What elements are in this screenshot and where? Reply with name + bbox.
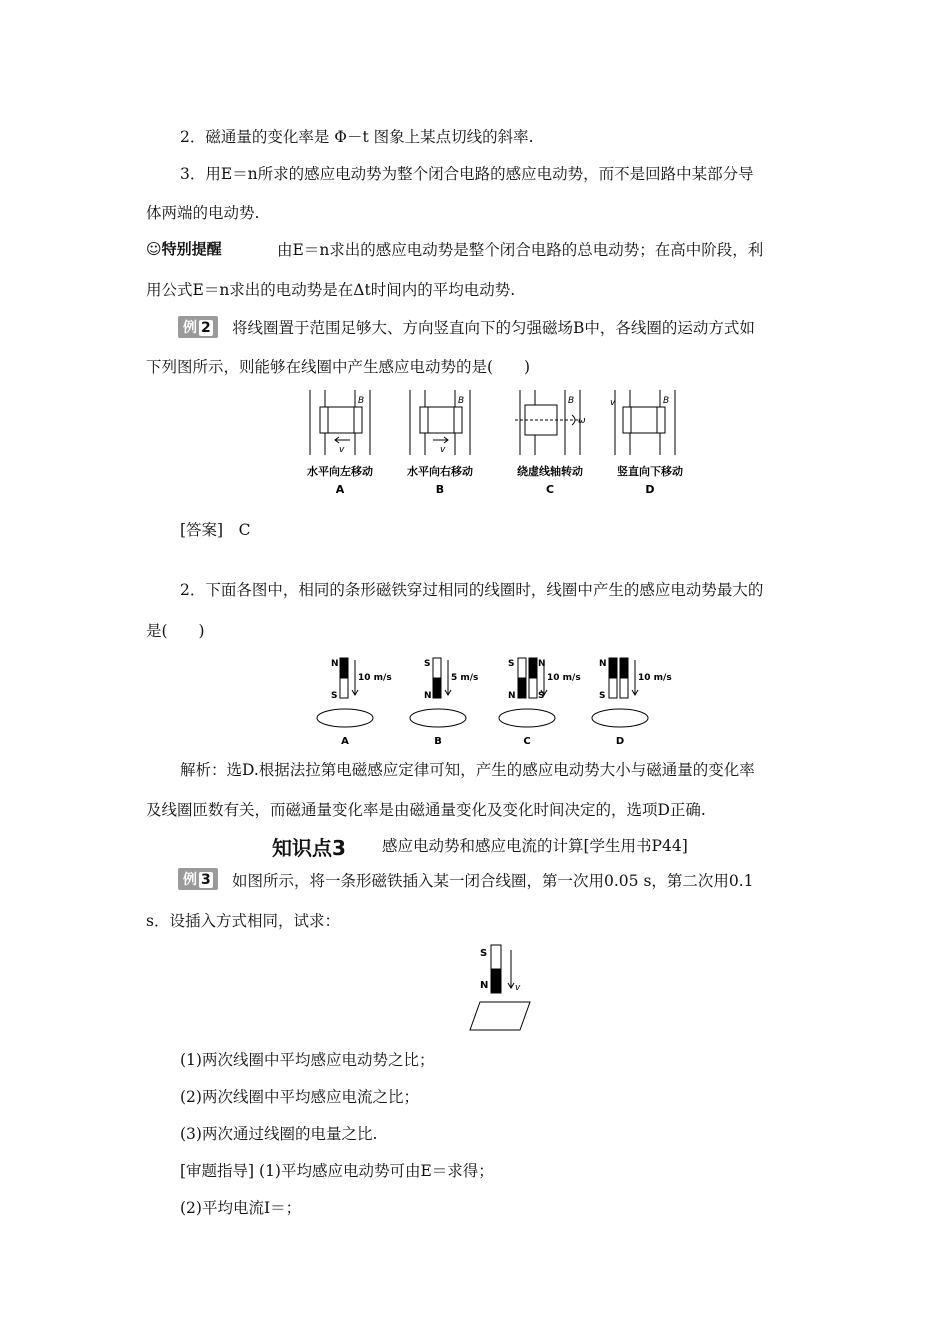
svg-text:ω: ω: [578, 416, 586, 426]
svg-text:A: A: [335, 483, 345, 496]
figure-magnet-insert: [450, 940, 540, 1040]
svg-text:C: C: [545, 483, 555, 496]
svg-text:N: N: [480, 980, 489, 991]
knowledge-point-title: 知识点3: [272, 836, 346, 860]
question-2-text-1: 2．下面各图中，相同的条形磁铁穿过相同的线圈时，线圈中产生的感应电动势最大的: [180, 581, 764, 599]
line-emf-1: 3．用E＝n所求的感应电动势为整个闭合电路的感应电动势，而不是回路中某部分导: [180, 165, 754, 183]
svg-text:10 m/s: 10 m/s: [358, 673, 392, 683]
svg-text:v: v: [610, 398, 616, 408]
svg-text:S: S: [508, 659, 515, 669]
example-2-answer: [答案] C: [180, 521, 251, 539]
svg-text:v: v: [440, 445, 446, 455]
special-reminder-label: ☺特别提醒: [146, 240, 222, 258]
svg-text:A: A: [341, 736, 349, 747]
svg-text:B: B: [434, 736, 442, 747]
svg-text:v: v: [515, 983, 521, 993]
example-3-question-3: (3)两次通过线圈的电量之比.: [180, 1125, 378, 1143]
svg-text:水平向右移动: 水平向右移动: [407, 465, 473, 478]
svg-text:B: B: [435, 483, 445, 496]
question-2-text-2: 是( ): [146, 622, 205, 640]
svg-text:D: D: [615, 736, 625, 747]
svg-text:D: D: [645, 483, 655, 496]
tip-text-2: 用公式E＝n求出的电动势是在Δt时间内的平均电动势.: [146, 281, 516, 299]
svg-text:S: S: [424, 659, 431, 669]
question-2-solution-2: 及线圈匝数有关，而磁通量变化率是由磁通量变化及变化时间决定的，选项D正确.: [146, 801, 706, 819]
figure-magnets-coils: [305, 650, 685, 750]
knowledge-point-subtitle: 感应电动势和感应电流的计算[学生用书P44]: [382, 837, 688, 855]
example-3-guide-1: [审题指导] (1)平均感应电动势可由E＝求得；: [180, 1162, 494, 1180]
svg-text:S: S: [599, 691, 606, 701]
svg-text:S: S: [331, 691, 338, 701]
svg-text:10 m/s: 10 m/s: [547, 673, 581, 683]
svg-text:水平向左移动: 水平向左移动: [307, 465, 373, 478]
smiley-icon: ☺: [146, 240, 162, 258]
example-3-text-2: s．设插入方式相同，试求：: [146, 912, 340, 930]
svg-text:S: S: [480, 948, 488, 959]
example-3-question-1: (1)两次线圈中平均感应电动势之比；: [180, 1051, 435, 1069]
svg-text:S: S: [538, 691, 545, 701]
svg-text:B: B: [358, 396, 365, 406]
example-2-tag: 例 2: [178, 316, 218, 338]
svg-text:B: B: [458, 396, 465, 406]
svg-text:5 m/s: 5 m/s: [451, 673, 479, 683]
line-flux-rate: 2．磁通量的变化率是 Φ－t 图象上某点切线的斜率.: [180, 128, 534, 146]
svg-text:竖直向下移动: 竖直向下移动: [617, 465, 683, 478]
line-emf-2: 体两端的电动势.: [146, 204, 260, 222]
svg-text:绕虚线轴转动: 绕虚线轴转动: [517, 465, 583, 478]
tip-text-1: 由E＝n求出的感应电动势是整个闭合电路的总电动势；在高中阶段，利: [277, 241, 764, 259]
svg-text:N: N: [508, 691, 516, 701]
svg-text:C: C: [523, 736, 531, 747]
svg-text:N: N: [538, 659, 546, 669]
figure-coil-motions: [300, 385, 690, 500]
svg-text:N: N: [599, 659, 607, 669]
example-3-tag: 例 3: [178, 868, 218, 890]
svg-text:B: B: [663, 396, 670, 406]
svg-text:10 m/s: 10 m/s: [638, 673, 672, 683]
svg-text:B: B: [568, 396, 575, 406]
svg-text:v: v: [339, 445, 345, 455]
question-2-solution-1: 解析：选D.根据法拉第电磁感应定律可知，产生的感应电动势大小与磁通量的变化率: [180, 761, 755, 779]
example-2-text-2: 下列图所示，则能够在线圈中产生感应电动势的是( ): [146, 358, 531, 376]
svg-text:N: N: [424, 691, 432, 701]
svg-text:N: N: [331, 659, 339, 669]
example-3-question-2: (2)两次线圈中平均感应电流之比；: [180, 1088, 419, 1106]
example-3-text-1: 如图所示，将一条形磁铁插入某一闭合线圈，第一次用0.05 s，第二次用0.1: [232, 872, 754, 890]
example-3-guide-2: (2)平均电流I＝；: [180, 1199, 302, 1217]
example-2-text-1: 将线圈置于范围足够大、方向竖直向下的匀强磁场B中，各线圈的运动方式如: [232, 319, 755, 337]
